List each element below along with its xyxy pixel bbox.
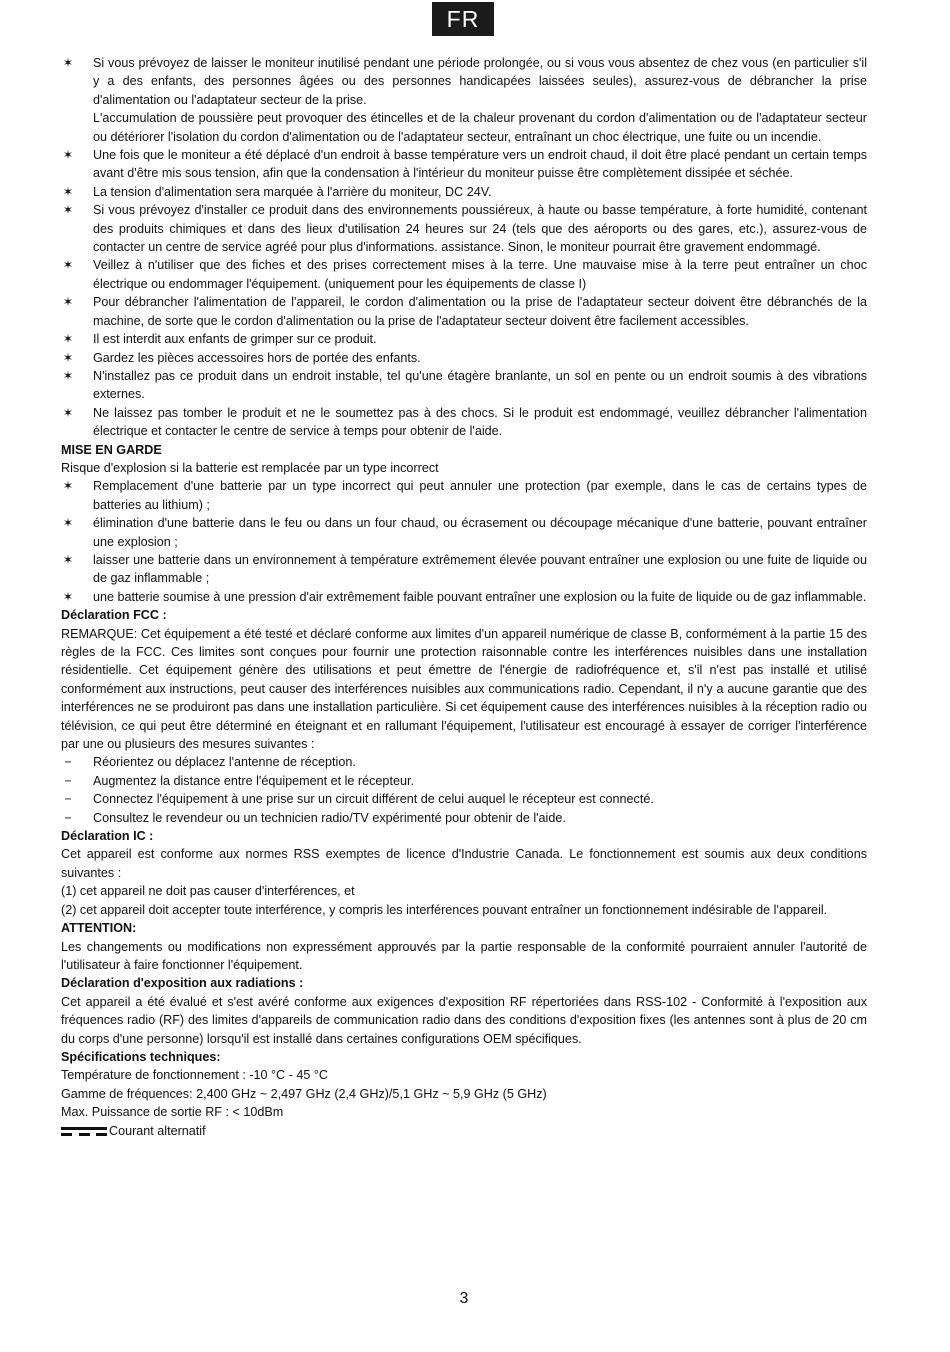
- list-item-text: La tension d'alimentation sera marquée à l'arrière du moniteur, DC 24V.: [93, 184, 492, 199]
- spec-frequency: Gamme de fréquences: 2,400 GHz ~ 2,497 GHz (2,4 GHz)/5,1 GHz ~ 5,9 GHz (5 GHz): [61, 1086, 547, 1101]
- list-item: [61, 477, 867, 514]
- list-item: [61, 201, 867, 256]
- bullet-icon: ✶: [62, 350, 74, 365]
- direct-current-symbol-icon: [61, 1127, 107, 1136]
- list-item-text: une batterie soumise à une pression d'air extrêmement faible pouvant entraîner une explosion ou la fuite de liquide ou de gaz inflammable.: [93, 589, 867, 604]
- dash-icon: −: [64, 810, 72, 825]
- list-item-text: N'installez pas ce produit dans un endroit instable, tel qu'une étagère branlante, un sol en pente ou un endroit soumis à des vibrations externes.: [93, 368, 867, 402]
- list-item: [61, 367, 867, 404]
- list-item-text: Réorientez ou déplacez l'antenne de réception.: [93, 755, 356, 770]
- list-item-text: Si vous prévoyez de laisser le moniteur inutilisé pendant une période prolongée, ou si vous vous absentez de chez vous (en particulier s'il y a des enfants, des personnes âgées ou des personnes handicapées laissées seules), assurez-vous de débrancher la prise d'alimentation ou l'adaptateur secteur de la prise.: [93, 56, 867, 107]
- dash-icon: −: [64, 773, 72, 788]
- fcc-paragraph: REMARQUE: Cet équipement a été testé et déclaré conforme aux limites d'un appareil numérique de classe B, conformément à la partie 15 des règles de la FCC. Ces limites sont conçues pour fournir une protection raisonnable contre les interférences nuisibles dans une installation résidentielle. Cet équipement génère des utilisations et peut émettre de l'énergie de radiofréquence et, s'il n'est pas installé et utilisé conformément aux instructions, peut causer des interférences nuisibles aux communications radio. Cependant, il n'y a aucune garantie que des interférences ne se produiront pas dans une installation particulière. Si cet équipement cause des interférences nuisibles à la réception radio ou télévision, ce qui peut être déterminé en éteignant et en rallumant l'équipement, l'utilisateur est encouragé à essayer de corriger l'interférence par une ou plusieurs des mesures suivantes :: [61, 626, 867, 752]
- ic-condition-1: (1) cet appareil ne doit pas causer d'interférences, et: [61, 884, 355, 899]
- radiation-heading: Déclaration d'exposition aux radiations :: [61, 976, 304, 991]
- list-item-text: Ne laissez pas tomber le produit et ne le soumettez pas à des chocs. Si le produit est endommagé, veuillez débrancher l'alimentation électrique et contacter le centre de service à temps pour obtenir de l'aide.: [93, 405, 867, 439]
- list-item: [61, 790, 867, 808]
- bullet-icon: ✶: [62, 405, 74, 420]
- list-item: [61, 330, 867, 348]
- list-item: [61, 551, 867, 588]
- list-item-text: Pour débrancher l'alimentation de l'appareil, le cordon d'alimentation ou la prise de l'adaptateur secteur doivent être débranchés de la machine, de sorte que le cordon d'alimentation ou la prise de l'adaptateur secteur doivent être facilement accessibles.: [93, 295, 867, 328]
- list-item-text: Une fois que le moniteur a été déplacé d'un endroit à basse température vers un endroit chaud, il doit être placé pendant un certain temps avant d'être mis sous tension, afin que la condensation à l'intérieur du moniteur puisse être complètement dissipée et séchée.: [93, 148, 867, 181]
- spec-temperature: Température de fonctionnement : -10 °C - 45 °C: [61, 1068, 328, 1083]
- list-item: [61, 809, 867, 827]
- fcc-heading: Déclaration FCC :: [61, 608, 167, 623]
- list-item: [61, 588, 867, 606]
- attention-paragraph: Les changements ou modifications non expressément approuvés par la partie responsable de la conformité pourraient annuler l'autorité de l'utilisateur à faire fonctionner l'équipement.: [61, 939, 867, 972]
- spec-current-label: Courant alternatif: [109, 1123, 206, 1138]
- specs-heading: Spécifications techniques:: [61, 1049, 221, 1064]
- dash-icon: −: [64, 755, 72, 770]
- list-item: [61, 753, 867, 771]
- page-content: [61, 54, 867, 1140]
- list-item-text: Consultez le revendeur ou un technicien radio/TV expérimenté pour obtenir de l'aide.: [93, 810, 566, 825]
- radiation-paragraph: Cet appareil a été évalué et s'est avéré conforme aux exigences d'exposition RF répertoriées dans RSS-102 - Conformité à l'exposition aux fréquences radio (RF) des limites d'appareils de communication radio dans des conditions d'exposition fixes (les antennes sont à plus de 20 cm du corps d'une personne) lorsqu'il est installé dans certaines configurations OEM spécifiques.: [61, 994, 867, 1046]
- ic-condition-2: (2) cet appareil doit accepter toute interférence, y compris les interférences pouvant entraîner un fonctionnement indésirable de l'appareil.: [61, 902, 828, 917]
- dash-icon: −: [64, 792, 72, 807]
- list-item: [61, 183, 867, 201]
- bullet-icon: ✶: [62, 148, 74, 163]
- ic-heading: Déclaration IC :: [61, 829, 154, 844]
- warning-intro: Risque d'explosion si la batterie est remplacée par un type incorrect: [61, 460, 439, 475]
- list-item: [61, 349, 867, 367]
- language-tab: FR: [432, 2, 494, 36]
- list-item: [61, 54, 867, 109]
- bullet-icon: ✶: [62, 258, 74, 273]
- bullet-icon: ✶: [62, 332, 74, 347]
- bullet-icon: ✶: [62, 368, 74, 383]
- bullet-icon: ✶: [62, 184, 74, 199]
- bullet-icon: ✶: [62, 479, 74, 494]
- spec-power: Max. Puissance de sortie RF : < 10dBm: [61, 1105, 284, 1120]
- bullet-icon: ✶: [62, 552, 74, 567]
- list-item-text: Gardez les pièces accessoires hors de portée des enfants.: [93, 350, 421, 365]
- list-item-text: Remplacement d'une batterie par un type incorrect qui peut annuler une protection (par exemple, dans le cas de certains types de batteries au lithium) ;: [93, 479, 867, 512]
- bullet-icon: ✶: [62, 56, 74, 70]
- spec-current: [61, 1122, 867, 1140]
- bullet-icon: ✶: [62, 589, 74, 604]
- list-item: [61, 146, 867, 183]
- list-item-text: Augmentez la distance entre l'équipement et le récepteur.: [93, 773, 414, 788]
- list-item-continuation: L'accumulation de poussière peut provoquer des étincelles et de la chaleur provenant du cordon d'alimentation ou de l'adaptateur secteur ou détériorer l'isolation du cordon d'alimentation ou de l'adaptateur secteur, entraînant un choc électrique, une fuite ou un incendie.: [93, 111, 867, 144]
- list-item-text: élimination d'une batterie dans le feu ou dans un four chaud, ou écrasement ou découpage mécanique d'une batterie, pouvant entraîner une explosion ;: [93, 516, 867, 549]
- list-item: [61, 404, 867, 441]
- bullet-icon: ✶: [62, 516, 74, 531]
- list-item: [61, 256, 867, 293]
- list-item-text: Il est interdit aux enfants de grimper sur ce produit.: [93, 332, 377, 347]
- list-item-text: laisser une batterie dans un environnement à température extrêmement élevée pouvant entraîner une explosion ou une fuite de liquide ou de gaz inflammable ;: [93, 552, 867, 586]
- list-item-text: Si vous prévoyez d'installer ce produit dans des environnements poussiéreux, à haute ou basse température, à forte humidité, contenant des produits chimiques et dans des lieux d'utilisation 24 heures sur 24 (tels que des aéroports ou des gares, etc.), assurez-vous de contacter un centre de service agréé pour plus d'informations. assistance. Sinon, le moniteur pourrait être gravement endommagé.: [93, 203, 867, 255]
- bullet-icon: ✶: [62, 203, 74, 218]
- warning-heading: MISE EN GARDE: [61, 442, 162, 457]
- list-item: [61, 293, 867, 330]
- list-item: [61, 514, 867, 551]
- list-item: [61, 772, 867, 790]
- list-item-text: Connectez l'équipement à une prise sur un circuit différent de celui auquel le récepteur est connecté.: [93, 792, 654, 807]
- bullet-icon: ✶: [62, 295, 74, 310]
- ic-paragraph: Cet appareil est conforme aux normes RSS exemptes de licence d'Industrie Canada. Le fonctionnement est soumis aux deux conditions suivantes :: [61, 847, 867, 880]
- attention-heading: ATTENTION:: [61, 921, 137, 936]
- page-number: 3: [459, 1290, 469, 1307]
- list-item-text: Veillez à n'utiliser que des fiches et des prises correctement mises à la terre. Une mauvaise mise à la terre peut entraîner un choc électrique ou endommager l'équipement. (uniquement pour les équipements de classe I): [93, 258, 867, 291]
